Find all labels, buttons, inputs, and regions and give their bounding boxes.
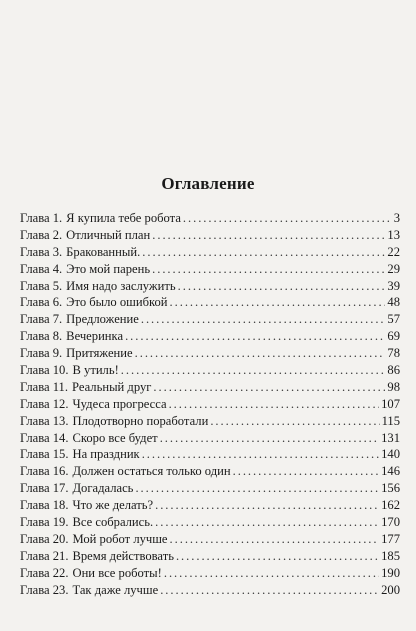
toc-chapter-title: Притяжение <box>66 346 133 361</box>
toc-dot-leader <box>121 362 386 379</box>
toc-dot-leader <box>183 210 392 227</box>
toc-dot-leader <box>155 514 379 531</box>
toc-page-number: 98 <box>387 379 400 394</box>
toc-dot-leader <box>164 565 379 582</box>
toc-dot-leader <box>210 413 379 430</box>
toc-entry <box>20 311 400 328</box>
toc-entry <box>20 379 400 396</box>
toc-chapter-title: Это было ошибкой <box>66 295 168 310</box>
toc-page-number: 13 <box>387 227 400 242</box>
toc-dot-leader <box>170 294 386 311</box>
toc-chapter-number: Глава 13. <box>20 413 69 428</box>
toc-chapter-number: Глава 16. <box>20 464 69 479</box>
toc-dot-leader <box>141 311 386 328</box>
toc-entry <box>20 446 400 463</box>
toc-entry <box>20 362 400 379</box>
toc-chapter-title: Скоро все будет <box>72 430 158 445</box>
toc-entry <box>20 345 400 362</box>
toc-dot-leader <box>170 531 380 548</box>
toc-page-number: 156 <box>381 481 400 496</box>
toc-page-number: 185 <box>381 548 400 563</box>
toc-chapter-title: Отличный план <box>66 227 151 242</box>
toc-page-number: 140 <box>381 447 400 462</box>
toc-chapter-title: Чудеса прогресса <box>72 396 167 411</box>
toc-entry <box>20 463 400 480</box>
toc-chapter-number: Глава 17. <box>20 481 69 496</box>
toc-chapter-title: Они все роботы! <box>72 565 162 580</box>
toc-page-number: 48 <box>387 295 400 310</box>
toc-entry <box>20 227 400 244</box>
toc-chapter-title: Бракованный. <box>66 244 141 259</box>
toc-entry <box>20 413 400 430</box>
toc-page-number: 78 <box>387 346 400 361</box>
toc-chapter-title: Предложение <box>66 312 139 327</box>
toc-entry <box>20 210 400 227</box>
toc-chapter-title: Имя надо заслужить <box>66 278 176 293</box>
toc-dot-leader <box>176 548 379 565</box>
table-of-contents <box>20 210 400 598</box>
toc-chapter-number: Глава 19. <box>20 515 69 530</box>
toc-chapter-title: Мой робот лучше <box>72 531 168 546</box>
toc-dot-leader <box>152 261 385 278</box>
toc-chapter-number: Глава 20. <box>20 531 69 546</box>
toc-page-number: 170 <box>381 515 400 530</box>
toc-entry <box>20 278 400 295</box>
toc-chapter-title: Что же делать? <box>72 498 154 513</box>
toc-entry <box>20 582 400 599</box>
toc-chapter-title: Это мой парень <box>66 261 151 276</box>
toc-page-number: 22 <box>387 244 400 259</box>
toc-chapter-number: Глава 6. <box>20 295 63 310</box>
toc-entry <box>20 497 400 514</box>
toc-title: Оглавление <box>161 174 255 193</box>
toc-chapter-number: Глава 12. <box>20 396 69 411</box>
toc-entry <box>20 480 400 497</box>
toc-chapter-title: Так даже лучше <box>72 582 159 597</box>
toc-chapter-number: Глава 4. <box>20 261 63 276</box>
toc-page-number: 200 <box>381 582 400 597</box>
toc-chapter-number: Глава 7. <box>20 312 63 327</box>
toc-page-number: 86 <box>387 363 400 378</box>
toc-dot-leader <box>178 278 386 295</box>
toc-chapter-number: Глава 15. <box>20 447 69 462</box>
toc-chapter-number: Глава 11. <box>20 379 69 394</box>
toc-chapter-title: Время действовать <box>72 548 174 563</box>
toc-chapter-number: Глава 8. <box>20 329 63 344</box>
toc-entry <box>20 294 400 311</box>
toc-page-number: 177 <box>381 531 400 546</box>
toc-dot-leader <box>152 227 385 244</box>
toc-chapter-number: Глава 2. <box>20 227 63 242</box>
toc-chapter-title: Должен остаться только один <box>72 464 231 479</box>
toc-entry <box>20 261 400 278</box>
toc-dot-leader <box>135 480 379 497</box>
toc-entry <box>20 244 400 261</box>
toc-chapter-title: Плодотворно поработали <box>72 413 209 428</box>
toc-dot-leader <box>233 463 379 480</box>
toc-chapter-title: На праздник <box>72 447 140 462</box>
toc-chapter-number: Глава 14. <box>20 430 69 445</box>
toc-chapter-title: В утиль! <box>72 363 119 378</box>
toc-page-number: 115 <box>381 413 400 428</box>
toc-chapter-title: Догадалась <box>72 481 134 496</box>
toc-chapter-number: Глава 23. <box>20 582 69 597</box>
toc-chapter-number: Глава 1. <box>20 211 63 225</box>
toc-chapter-number: Глава 22. <box>20 565 69 580</box>
toc-page-number: 162 <box>381 498 400 513</box>
toc-page-number: 107 <box>381 396 400 411</box>
toc-chapter-number: Глава 10. <box>20 363 69 378</box>
toc-entry <box>20 531 400 548</box>
toc-chapter-number: Глава 21. <box>20 548 69 563</box>
toc-chapter-number: Глава 9. <box>20 346 63 361</box>
toc-chapter-number: Глава 18. <box>20 498 69 513</box>
toc-page-number: 57 <box>387 312 400 327</box>
toc-chapter-title: Реальный друг <box>72 379 152 394</box>
toc-entry <box>20 565 400 582</box>
toc-chapter-title: Все собрались. <box>72 515 154 530</box>
toc-page-number: 3 <box>393 211 400 225</box>
toc-chapter-number: Глава 3. <box>20 244 63 259</box>
toc-dot-leader <box>135 345 386 362</box>
toc-dot-leader <box>142 446 379 463</box>
toc-page-number: 29 <box>387 261 400 276</box>
toc-entry <box>20 514 400 531</box>
toc-entry <box>20 548 400 565</box>
toc-entry <box>20 430 400 447</box>
toc-dot-leader <box>160 582 379 599</box>
toc-page-number: 131 <box>381 430 400 445</box>
toc-entry <box>20 328 400 345</box>
toc-dot-leader <box>169 396 380 413</box>
toc-dot-leader <box>125 328 385 345</box>
toc-dot-leader <box>142 244 385 261</box>
toc-entry <box>20 396 400 413</box>
toc-dot-leader <box>155 497 379 514</box>
toc-dot-leader <box>160 430 379 447</box>
toc-chapter-title: Я купила тебе робота <box>66 211 181 225</box>
toc-page-number: 69 <box>387 329 400 344</box>
toc-dot-leader <box>153 379 385 396</box>
toc-page-number: 190 <box>381 565 400 580</box>
toc-page-number: 39 <box>387 278 400 293</box>
toc-chapter-number: Глава 5. <box>20 278 63 293</box>
toc-page-number: 146 <box>381 464 400 479</box>
toc-chapter-title: Вечеринка <box>66 329 124 344</box>
